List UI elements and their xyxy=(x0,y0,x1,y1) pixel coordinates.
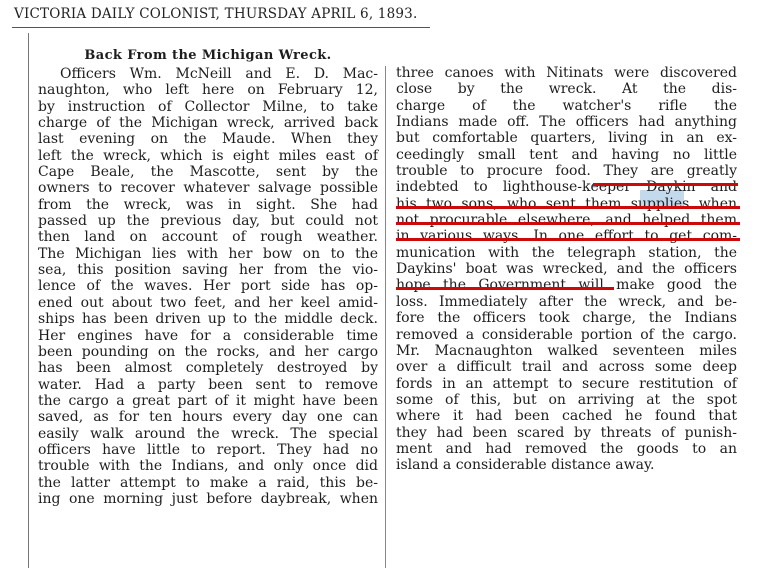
left-margin-rule xyxy=(28,33,29,568)
column-divider xyxy=(385,66,386,568)
text-line: in various ways. In one effort to get com- xyxy=(396,228,737,245)
text-line: Cape Beale, the Mascotte, sent by the xyxy=(38,164,378,181)
text-line: naughton, who left here on February 12, xyxy=(38,82,378,99)
text-line: trouble to procure food. They are greatly xyxy=(396,163,737,180)
text-line: charge of the watcher's rifle the xyxy=(396,97,737,114)
newspaper-masthead: VICTORIA DAILY COLONIST, THURSDAY APRIL 6, 1893. xyxy=(14,6,418,22)
red-underline-mark xyxy=(396,238,740,241)
text-line: Her engines have for a considerable time xyxy=(38,327,378,344)
text-line: the cargo a great part of it might have been xyxy=(38,392,378,409)
text-line: by instruction of Collector Milne, to take xyxy=(38,98,378,115)
text-line: has been almost completely destroyed by xyxy=(38,360,378,377)
masthead-rule xyxy=(12,27,430,28)
text-line: three canoes with Nitinats were discovered xyxy=(396,65,737,81)
text-line: been pounding on the rocks, and her cargo xyxy=(38,343,378,360)
text-line: loss. Immediately after the wreck, and be- xyxy=(396,293,737,310)
text-line: hope the Government will make good the xyxy=(396,277,737,294)
text-line: where it had been cached he found that xyxy=(396,408,737,425)
text-line: ships has been driven up to the middle deck. xyxy=(38,311,378,328)
text-line: passed up the previous day, but could not xyxy=(38,213,378,230)
text-line: left the wreck, which is eight miles east of xyxy=(38,147,378,164)
text-line: his two sons, who sent them supplies when xyxy=(396,195,737,212)
text-line: Officers Wm. McNeill and E. D. Mac- xyxy=(60,66,378,82)
red-underline-mark xyxy=(593,183,738,186)
text-line: over a difficult trail and across some deep xyxy=(396,359,737,376)
text-line: island a considerable distance away. xyxy=(396,457,655,474)
text-line: not procurable elsewhere, and helped them xyxy=(396,212,737,229)
text-line: last evening on the Maude. When they xyxy=(38,131,378,148)
article-column-1 xyxy=(38,49,378,507)
red-underline-mark xyxy=(396,287,614,290)
text-line: officers have little to report. They had no xyxy=(38,441,378,458)
text-line: owners to recover whatever salvage possible xyxy=(38,180,378,197)
text-line: easily walk around the wreck. The special xyxy=(38,425,378,442)
text-line: but comfortable quarters, living in an ex- xyxy=(396,130,737,147)
text-line: fords in an attempt to secure restitution of xyxy=(396,375,737,392)
text-line: from the wreck, was in sight. She had xyxy=(38,196,378,213)
text-line: trouble with the Indians, and only once did xyxy=(38,458,378,475)
article-column-2 xyxy=(396,65,737,474)
text-line: Mr. Macnaughton walked seventeen miles xyxy=(396,342,737,359)
text-line: sea, this position saving her from the vio- xyxy=(38,262,378,279)
text-line: then land on account of rough weather. xyxy=(38,229,378,246)
text-line: The Michigan lies with her bow on to the xyxy=(38,245,378,262)
text-line: Daykins' boat was wrecked, and the officers xyxy=(396,261,737,278)
text-line: charge of the Michigan wreck, arrived back xyxy=(38,115,378,132)
text-line: indebted to lighthouse-keeper Daykin and xyxy=(396,179,737,196)
text-line: ment and had removed the goods to an xyxy=(396,440,737,457)
text-line: ing one morning just before daybreak, when xyxy=(38,490,378,507)
text-line: some of this, but on arriving at the spot xyxy=(396,391,737,408)
red-underline-mark xyxy=(396,206,740,209)
text-line: saved, as for ten hours every day one can xyxy=(38,409,378,426)
text-line: water. Had a party been sent to remove xyxy=(38,376,378,393)
text-line: Indians made off. The officers had anything xyxy=(396,114,737,131)
text-line: close by the wreck. At the dis- xyxy=(396,81,737,98)
article-headline: Back From the Michigan Wreck. xyxy=(84,48,332,63)
text-line: munication with the telegraph station, the xyxy=(396,244,737,261)
text-line: fore the officers took charge, the Indians xyxy=(396,310,737,327)
text-line: removed a considerable portion of the cargo. xyxy=(396,326,737,343)
text-line: lence of the waves. Her port side has op- xyxy=(38,278,378,295)
red-underline-mark xyxy=(396,222,740,225)
text-line: ened out about two feet, and her keel amid- xyxy=(38,294,378,311)
text-line: the latter attempt to make a raid, this be- xyxy=(38,474,378,491)
text-line: ceedingly small tent and having no little xyxy=(396,146,737,163)
text-line: they had been scared by threats of punish- xyxy=(396,424,737,441)
